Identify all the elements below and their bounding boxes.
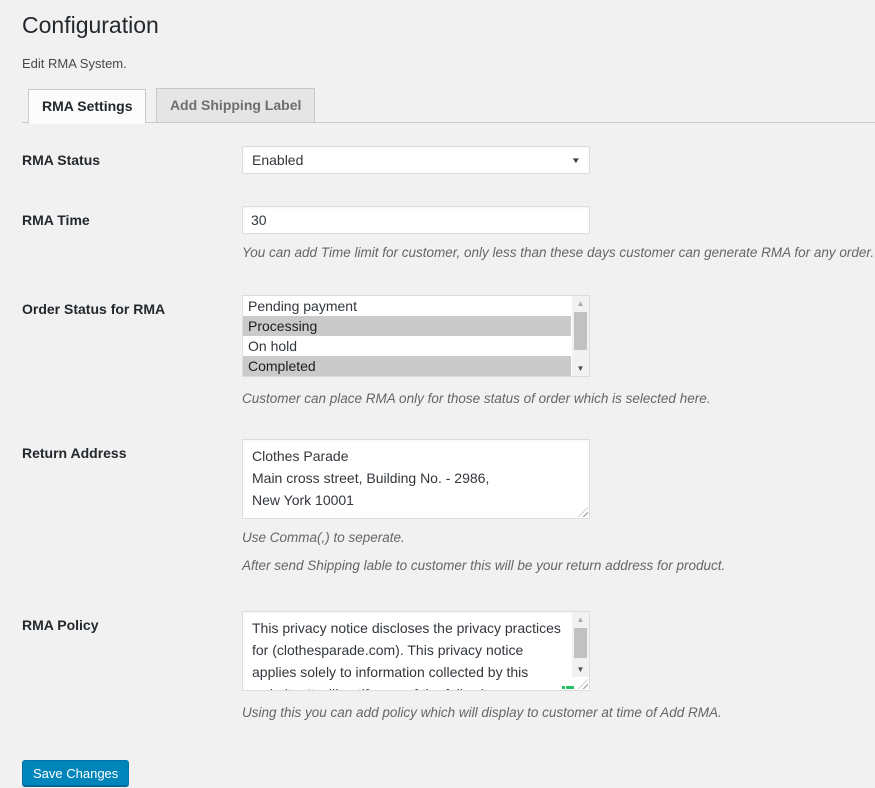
rma-time-help: You can add Time limit for customer, only less than these days customer can generate RMA for any order. [242, 245, 875, 260]
return-address-textarea[interactable] [242, 439, 590, 519]
rma-status-label: RMA Status [22, 152, 101, 168]
listbox-option[interactable]: Completed [243, 356, 571, 376]
rma-status-select[interactable] [242, 146, 590, 174]
resize-grip-icon[interactable] [578, 679, 588, 689]
rma-status-row [22, 146, 875, 174]
rma-time-row [22, 206, 875, 261]
listbox-option[interactable]: Processing [243, 316, 571, 336]
return-address-help-1: Use Comma(,) to seperate. [242, 530, 405, 545]
scrollbar-thumb[interactable] [574, 312, 587, 350]
scrollbar-thumb[interactable] [574, 628, 587, 658]
rma-policy-row [22, 611, 875, 721]
order-status-help: Customer can place RMA only for those status of order which is selected here. [242, 391, 711, 406]
listbox-option[interactable]: Pending payment [248, 298, 357, 314]
dropdown-arrow-icon: ▼ [570, 155, 582, 165]
return-address-help-2: After send Shipping lable to customer this will be your return address for product. [242, 558, 726, 573]
order-status-label: Order Status for RMA [22, 301, 166, 317]
scroll-up-icon[interactable]: ▲ [576, 615, 585, 624]
return-address-field [242, 439, 590, 519]
scroll-up-icon[interactable]: ▲ [576, 299, 585, 308]
listbox-option[interactable]: On hold [248, 338, 298, 354]
resize-corner [574, 677, 589, 690]
tab-rma-settings[interactable]: RMA Settings [28, 89, 146, 124]
rma-time-input[interactable] [242, 206, 590, 234]
rma-policy-label: RMA Policy [22, 617, 99, 633]
return-address-label: Return Address [22, 445, 127, 461]
page-subtitle: Edit RMA System. [22, 56, 127, 71]
rma-status-selected-value: Enabled [252, 152, 304, 168]
listbox-scrollbar[interactable] [572, 296, 589, 376]
order-status-options [243, 296, 589, 376]
tab-add-shipping-label[interactable]: Add Shipping Label [156, 88, 315, 123]
save-button[interactable]: Save Changes [22, 760, 129, 787]
return-address-row [22, 439, 875, 574]
rma-policy-field [242, 611, 590, 691]
rma-time-label: RMA Time [22, 212, 90, 228]
policy-scrollbar[interactable] [572, 612, 589, 677]
order-status-row [22, 295, 875, 407]
page-title: Configuration [22, 12, 159, 38]
rma-policy-textarea[interactable] [242, 611, 590, 691]
scroll-down-icon[interactable]: ▼ [576, 665, 585, 674]
tab-bar [22, 88, 875, 123]
rma-policy-help: Using this you can add policy which will display to customer at time of Add RMA. [242, 705, 722, 720]
order-status-listbox[interactable] [242, 295, 590, 377]
scroll-down-icon[interactable]: ▼ [576, 364, 585, 373]
